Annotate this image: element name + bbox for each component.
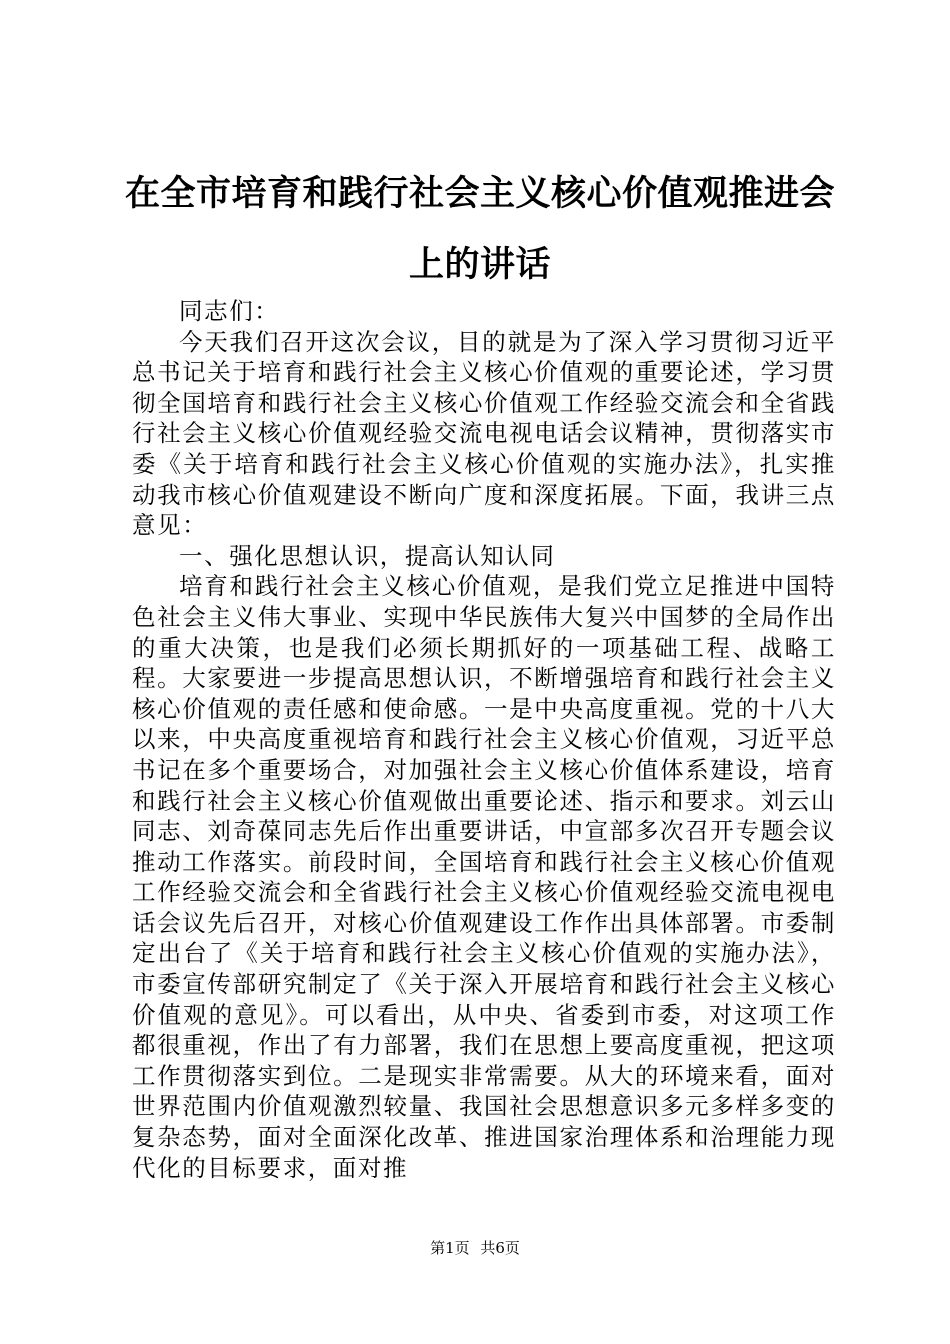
paragraph-section-1: 培育和践行社会主义核心价值观，是我们党立足推进中国特色社会主义伟大事业、实现中华民族伟大复兴中国梦的全局作出的重大决策，也是我们必须长期抓好的一项基础工程、战略工程。大家要进一步提高思想认识，不断增强培育和践行社会主义核心价值观的责任感和使命感。一是中央高度重视。党的十八大以来，中央高度重视培育和践行社会主义核心价值观，习近平总书记在多个重要场合，对加强社会主义核心价值体系建设，培育和践行社会主义核心价值观做出重要论述、指示和要求。刘云山同志、刘奇葆同志先后作出重要讲话，中宣部多次召开专题会议推动工作落实。前段时间，全国培育和践行社会主义核心价值观工作经验交流会和全省践行社会主义核心价值观经验交流电视电话会议先后召开，对核心价值观建设工作作出具体部署。市委制定出台了《关于培育和践行社会主义核心价值观的实施办法》，市委宣传部研究制定了《关于深入开展培育和践行社会主义核心价值观的意见》。可以看出，从中央、省委到市委，对这项工作都很重视，作出了有力部署，我们在思想上要高度重视，把这项工作贯彻落实到位。二是现实非常需要。从大的环境来看，面对世界范围内价值观激烈较量、我国社会思想意识多元多样多变的复杂态势，面对全面深化改革、推进国家治理体系和治理能力现代化的目标要求，面对推 (132, 572, 836, 1182)
paragraph-intro: 今天我们召开这次会议，目的就是为了深入学习贯彻习近平总书记关于培育和践行社会主义核心价值观的重要论述，学习贯彻全国培育和践行社会主义核心价值观工作经验交流会和全省践行社会主义核心价值观经验交流电视电话会议精神，贯彻落实市委《关于培育和践行社会主义核心价值观的实施办法》，扎实推动我市核心价值观建设不断向广度和深度拓展。下面，我讲三点意见： (132, 327, 836, 540)
page-number: 第1页 (430, 1239, 470, 1257)
title-line-2: 上的讲话 (408, 244, 551, 285)
title-line-1: 在全市培育和践行社会主义核心价值观推进会 (124, 173, 835, 214)
document-title (120, 158, 840, 300)
salutation: 同志们： (179, 297, 280, 325)
document-body (132, 296, 836, 1183)
page-footer (0, 1238, 950, 1258)
page-total: 共6页 (480, 1239, 520, 1257)
section-heading-1: 一、强化思想认识，提高认知认同 (179, 541, 556, 570)
